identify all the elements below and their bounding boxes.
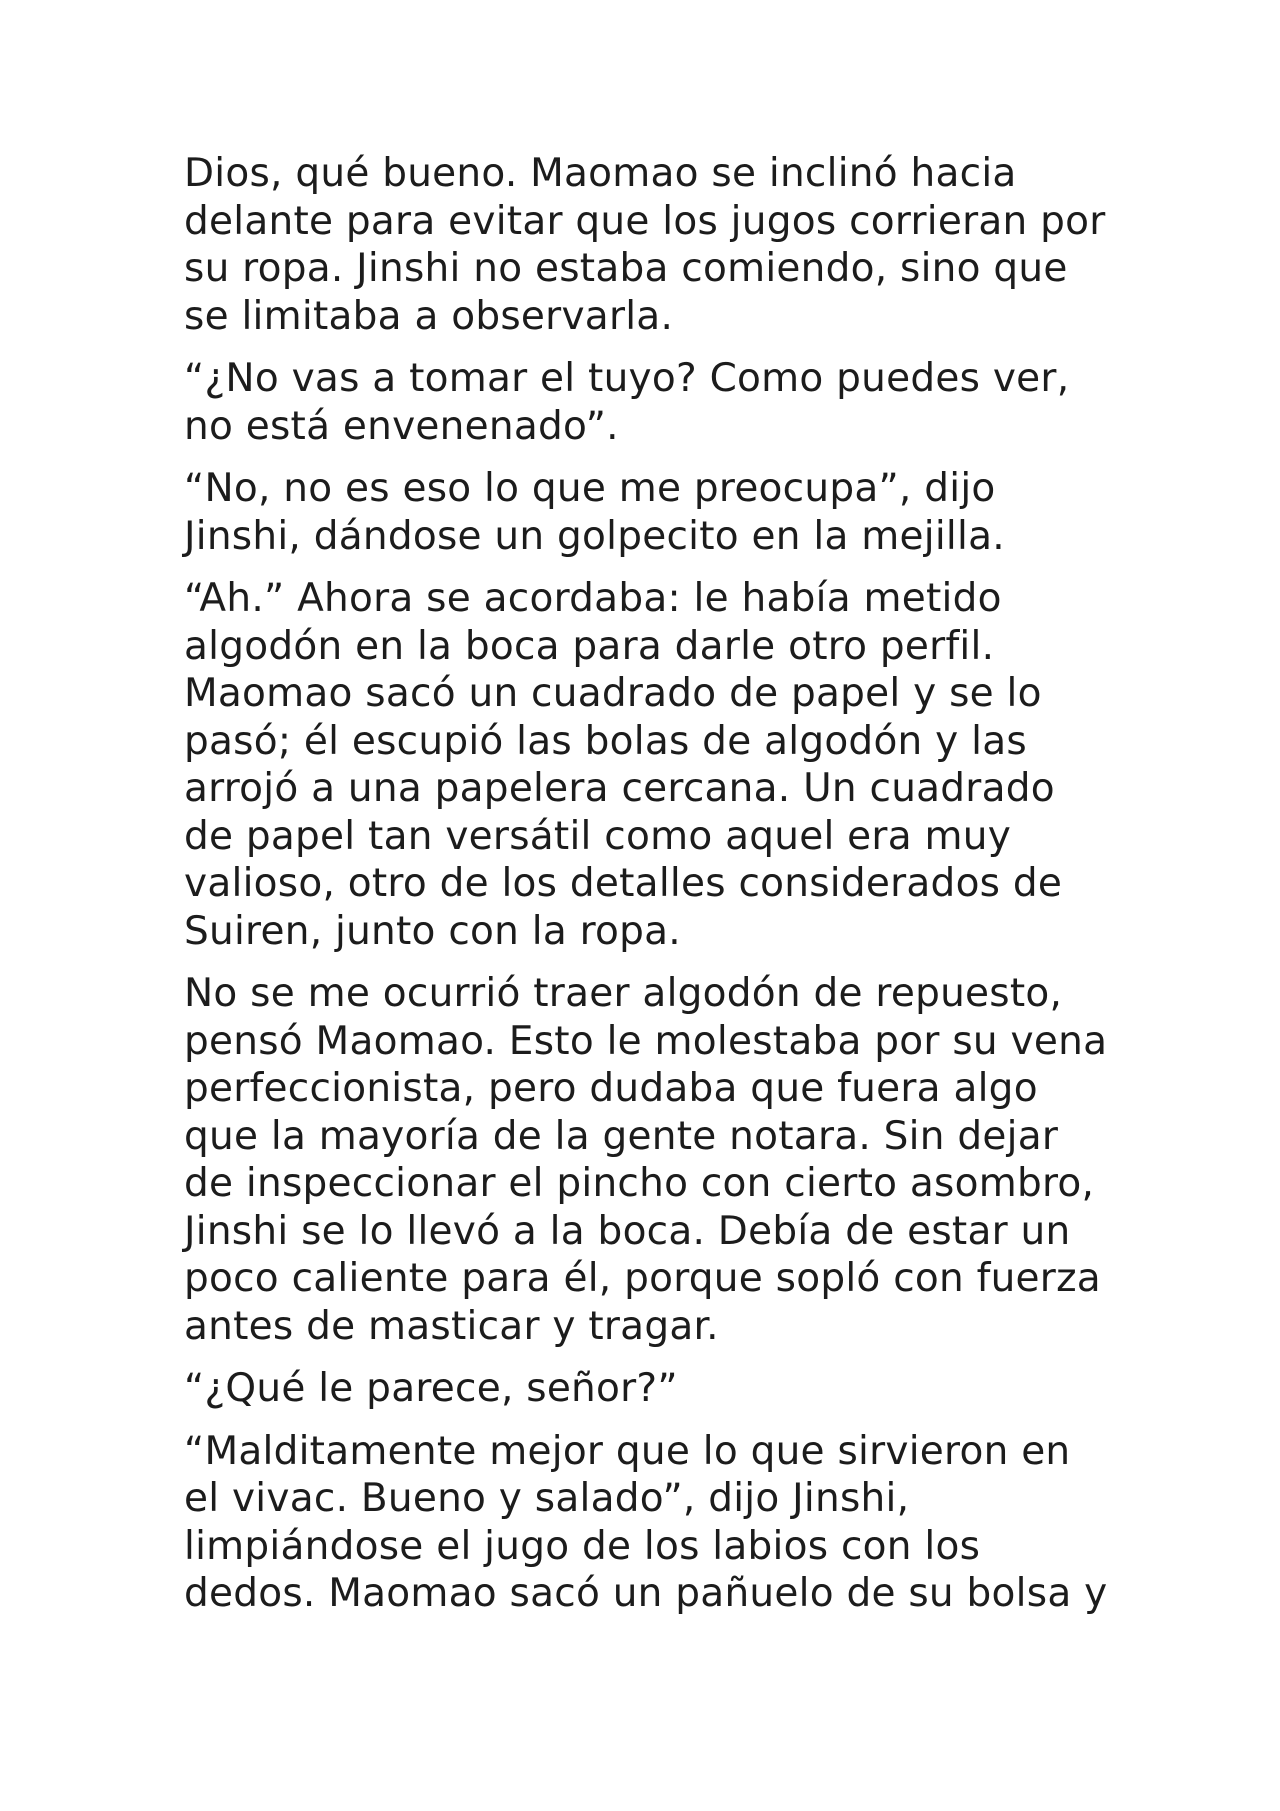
text-line: Jinshi se lo llevó a la boca. Debía de estar un [184, 1208, 1071, 1254]
text-line: de inspeccionar el pincho con cierto asombro, [184, 1161, 1095, 1206]
paragraph-3 [184, 465, 1124, 560]
text-line: Dios, qué bueno. Maomao se inclinó hacia [184, 151, 1017, 196]
text-line: no está envenenado”. [184, 403, 619, 449]
text-line: perfeccionista, pero dudaba que fuera algo [184, 1066, 1038, 1111]
text-line: “Malditamente mejor que lo que sirvieron en [184, 1428, 1071, 1474]
text-line: el vivac. Bueno y salado”, dijo Jinshi, [184, 1476, 910, 1521]
text-line: valioso, otro de los detalles considerados de [184, 861, 1063, 906]
text-line: su ropa. Jinshi no estaba comiendo, sino que [184, 246, 1068, 291]
text-line: delante para evitar que los jugos corrieran por [184, 198, 1106, 244]
paragraph-6 [184, 1365, 1124, 1413]
paragraph-2 [184, 355, 1124, 450]
text-line: antes de masticar y tragar. [184, 1303, 719, 1349]
text-line: dedos. Maomao sacó un pañuelo de su bolsa y [184, 1571, 1108, 1616]
text-line: No se me ocurrió traer algodón de repuesto, [184, 971, 1063, 1016]
text-line: limpiándose el jugo de los labios con los [184, 1523, 981, 1569]
text-line: que la mayoría de la gente notara. Sin dejar [184, 1113, 1059, 1159]
text-line: Jinshi, dándose un golpecito en la mejilla. [184, 513, 1005, 559]
text-line: “¿Qué le parece, señor?” [184, 1366, 678, 1411]
text-line: poco caliente para él, porque sopló con fuerza [184, 1256, 1101, 1301]
text-line: “No, no es eso lo que me preocupa”, dijo [184, 466, 996, 511]
page-text [184, 150, 1124, 1633]
text-line: “¿No vas a tomar el tuyo? Como puedes ver, [184, 356, 1070, 401]
paragraph-4 [184, 575, 1124, 955]
text-line: se limitaba a observarla. [184, 293, 674, 339]
text-line: “Ah.” Ahora se acordaba: le había metido [184, 576, 1002, 621]
text-line: algodón en la boca para darle otro perfil. [184, 623, 995, 669]
text-line: de papel tan versátil como aquel era muy [184, 813, 1012, 859]
text-line: arrojó a una papelera cercana. Un cuadrado [184, 766, 1055, 811]
text-line: Suiren, junto con la ropa. [184, 908, 681, 954]
paragraph-7 [184, 1428, 1124, 1618]
text-line: pensó Maomao. Esto le molestaba por su vena [184, 1018, 1108, 1064]
paragraph-5 [184, 970, 1124, 1350]
text-line: Maomao sacó un cuadrado de papel y se lo [184, 671, 1042, 716]
paragraph-1 [184, 150, 1124, 340]
text-line: pasó; él escupió las bolas de algodón y las [184, 718, 1027, 764]
